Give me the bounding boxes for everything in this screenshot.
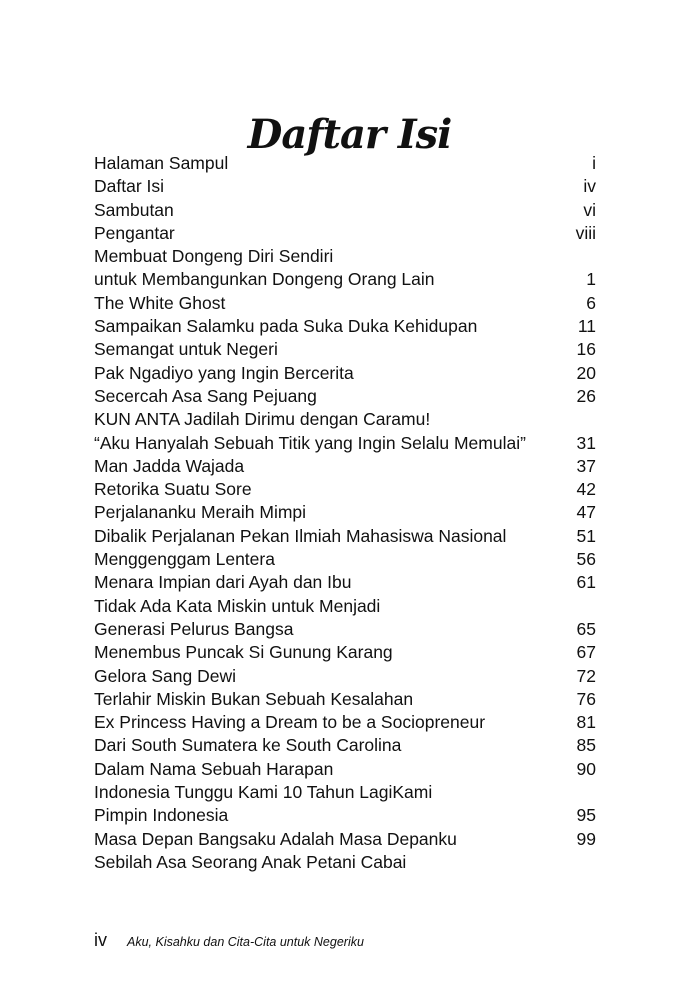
toc-entry <box>94 478 596 501</box>
toc-entry-page: 11 <box>577 316 596 337</box>
toc-entry-page: 6 <box>586 292 596 313</box>
toc-entry <box>94 268 596 291</box>
toc-entry <box>94 781 596 804</box>
toc-entry-title: Pak Ngadiyo yang Ingin Bercerita <box>94 362 354 383</box>
toc-entry-title: Man Jadda Wajada <box>94 455 245 476</box>
toc-entry-page: viii <box>575 222 596 243</box>
toc-entry-page: 61 <box>576 572 596 593</box>
toc-entry <box>94 828 596 851</box>
toc-entry <box>94 222 596 245</box>
toc-entry-title: Sambutan <box>94 199 174 220</box>
toc-entry <box>94 641 596 664</box>
toc-entry-title: The White Ghost <box>94 292 226 313</box>
toc-entry <box>94 571 596 594</box>
toc-entry <box>94 804 596 827</box>
toc-entry-page: 1 <box>586 269 596 290</box>
footer-book-title: Aku, Kisahku dan Cita-Cita untuk Negeriku <box>127 935 364 949</box>
toc-entry-title: KUN ANTA Jadilah Dirimu dengan Caramu! <box>94 409 431 430</box>
toc-entry-page: 67 <box>576 642 596 663</box>
toc-entry <box>94 385 596 408</box>
toc-entry <box>94 362 596 385</box>
toc-entry <box>94 338 596 361</box>
toc-entry <box>94 408 596 431</box>
toc-entry-title: Retorika Suatu Sore <box>94 479 252 500</box>
toc-entry-page: 56 <box>576 549 596 570</box>
toc-entry-page: 20 <box>576 362 596 383</box>
toc-entry-page: 42 <box>576 479 596 500</box>
toc-entry-page: vi <box>583 199 596 220</box>
toc-entry <box>94 455 596 478</box>
toc-entry-page: 90 <box>576 758 596 779</box>
toc-entry-title: Dalam Nama Sebuah Harapan <box>94 758 334 779</box>
toc-entry <box>94 758 596 781</box>
toc-entry-title: Secercah Asa Sang Pejuang <box>94 385 317 406</box>
toc-entry-title: Gelora Sang Dewi <box>94 665 237 686</box>
toc-entry-title: Menembus Puncak Si Gunung Karang <box>94 642 393 663</box>
toc-entry-title: Generasi Pelurus Bangsa <box>94 618 294 639</box>
toc-entry <box>94 688 596 711</box>
toc-entry-page: iv <box>583 176 596 197</box>
toc-entry-page: 37 <box>576 455 596 476</box>
toc-entry <box>94 432 596 455</box>
toc-entry <box>94 548 596 571</box>
toc-entry <box>94 665 596 688</box>
toc-entry-title: Semangat untuk Negeri <box>94 339 278 360</box>
toc-entry-page: 81 <box>576 712 596 733</box>
toc-entry <box>94 595 596 618</box>
toc-entry-title: Terlahir Miskin Bukan Sebuah Kesalahan <box>94 688 414 709</box>
toc-entry-title: Daftar Isi <box>94 176 165 197</box>
toc-entry <box>94 501 596 524</box>
toc-entry <box>94 734 596 757</box>
toc-entry-title: “Aku Hanyalah Sebuah Titik yang Ingin Selalu Memulai” <box>94 432 526 453</box>
toc-entry <box>94 851 596 874</box>
toc-entry-page: 72 <box>576 665 596 686</box>
toc-entry-page: i <box>592 153 596 173</box>
toc-entry-title: Pimpin Indonesia <box>94 805 229 826</box>
toc-entry-page: 26 <box>576 385 596 406</box>
toc-entry <box>94 618 596 641</box>
toc-entry-title: Menara Impian dari Ayah dan Ibu <box>94 572 352 593</box>
toc-entry-title: Sebilah Asa Seorang Anak Petani Cabai <box>94 851 407 872</box>
toc-entry-page: 65 <box>576 618 596 639</box>
toc-entry <box>94 199 596 222</box>
toc-entry-page: 95 <box>576 805 596 826</box>
toc-entry <box>94 711 596 734</box>
toc-entry <box>94 525 596 548</box>
toc-entry-page: 99 <box>576 828 596 849</box>
toc-entry-page: 31 <box>576 432 596 453</box>
toc-entry-page: 47 <box>576 502 596 523</box>
toc-entry-title: Tidak Ada Kata Miskin untuk Menjadi <box>94 595 381 616</box>
toc-entry <box>94 292 596 315</box>
toc-entry-page: 16 <box>576 339 596 360</box>
toc-entry-title: Masa Depan Bangsaku Adalah Masa Depanku <box>94 828 457 849</box>
toc-entry-title: Pengantar <box>94 222 175 243</box>
toc-entry-title: Indonesia Tunggu Kami 10 Tahun LagiKami <box>94 782 433 803</box>
toc-entry-title: Sampaikan Salamku pada Suka Duka Kehidupan <box>94 316 478 337</box>
toc-entry-title: untuk Membangunkan Dongeng Orang Lain <box>94 269 435 290</box>
toc-entry <box>94 152 596 175</box>
footer-page-number: iv <box>94 930 107 950</box>
toc-entry-page: 85 <box>576 735 596 756</box>
toc-entry-title: Dibalik Perjalanan Pekan Ilmiah Mahasiswa Nasional <box>94 525 507 546</box>
toc-entry <box>94 175 596 198</box>
page-footer <box>94 930 364 951</box>
table-of-contents <box>94 152 596 874</box>
toc-entry-title: Halaman Sampul <box>94 153 229 173</box>
toc-entry-title: Ex Princess Having a Dream to be a Sociopreneur <box>94 712 486 733</box>
toc-entry-page: 51 <box>576 525 596 546</box>
toc-entry <box>94 245 596 268</box>
toc-entry <box>94 315 596 338</box>
toc-entry-title: Menggenggam Lentera <box>94 549 275 570</box>
toc-entry-title: Membuat Dongeng Diri Sendiri <box>94 246 334 267</box>
toc-entry-title: Perjalananku Meraih Mimpi <box>94 502 307 523</box>
toc-entry-page: 76 <box>576 688 596 709</box>
toc-entry-title: Dari South Sumatera ke South Carolina <box>94 735 402 756</box>
page-title: Daftar Isi <box>247 110 452 158</box>
